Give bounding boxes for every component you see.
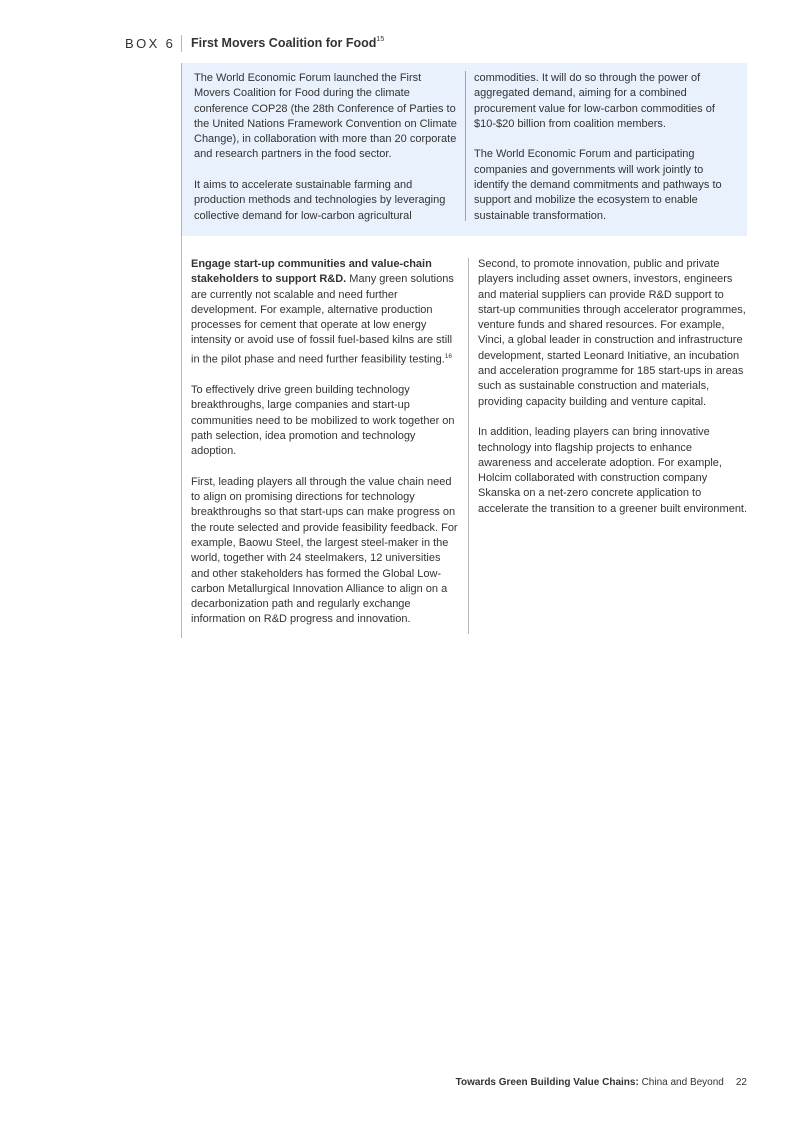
box-right-paragraph: commodities. It will do so through the power of aggregated demand, aiming for a combined procurement value for low-carbon commodities of $10-$20 billion from coalition members. (474, 72, 715, 130)
box-left-paragraph: The World Economic Forum launched the First Movers Coalition for Food during the climate conference COP28 (the 28th Conference of Parties to the United Nations Framework Convention on Climate Change), in collaboration with more than 20 corporate and research partners in the food sector. (194, 72, 457, 161)
body-left-column (191, 257, 461, 628)
body-lead-text: Many green solutions are currently not scalable and need further development. For example, alternative production processes for cement that operate at low energy intensity or avoid use of fossil fuel-based kilns are still in the pilot phase and need further feasibility testing. (191, 273, 454, 366)
box-column-divider (465, 71, 466, 221)
box-title (191, 36, 384, 50)
box-title-text: First Movers Coalition for Food (191, 36, 377, 50)
body-left-rule (181, 236, 182, 638)
box-right-paragraph: The World Economic Forum and participating companies and governments will work jointly to identify the demand commitments and pathways to support and mobilize the ecosystem to enable sustainable transformation. (474, 148, 722, 222)
footer-doc-title: Towards Green Building Value Chains: (455, 1077, 639, 1088)
body-right-column (478, 257, 748, 517)
body-right-paragraph: In addition, leading players can bring innovative technology into flagship projects to enhance awareness and accelerate adoption. For example, Holcim collaborated with construction company Skanska on a net-zero concrete application to accelerate the transition to a greener built environment. (478, 426, 748, 515)
body-right-paragraph: Second, to promote innovation, public and private players including asset owners, investors, engineers and material suppliers can provide R&D support to start-up communities through accelerator programmes, venture funds and shared resources. For example, Vinci, a global leader in construction and infrastructure development, started Leonard Initiative, an incubation and acceleration programme for 185 start-ups in areas such as sustainable construction and materials, providing capacity building and venture capital. (478, 258, 746, 408)
box-label-divider (181, 35, 182, 52)
box-left-paragraph: It aims to accelerate sustainable farming and production methods and technologies by leveraging collective demand for low-carbon agricultural (194, 179, 446, 222)
body-left-paragraph: First, leading players all through the value chain need to align on promising directions for technology breakthroughs so that start-ups can make progress on the route selected and provide feasibility feedback. For example, Baowu Steel, the largest steel-maker in the world, together with 24 steelmakers, 12 universities and other stakeholders has formed the Global Low-carbon Metallurgical Innovation Alliance to align on a decarbonization path and regularly exchange information on R&D progress and innovation. (191, 475, 458, 626)
page-number: 22 (735, 1077, 747, 1088)
body-lead-footnote: 16 (444, 352, 453, 360)
box-panel (181, 63, 747, 236)
body-lead-heading: Engage start-up communities and value-chain stakeholders to support R&D. (191, 258, 432, 286)
body-column-divider (468, 258, 469, 634)
box-label: BOX 6 (125, 36, 176, 51)
footer-doc-subtitle: China and Beyond (638, 1077, 724, 1088)
box-title-footnote: 15 (376, 35, 385, 43)
page-footer (456, 1077, 747, 1088)
box-right-column (474, 71, 736, 224)
body-lead-paragraph (191, 257, 461, 368)
body-left-paragraph: To effectively drive green building technology breakthroughs, large companies and start-up communities need to be mobilized to work together on path selection, idea promotion and technology adoption. (191, 384, 455, 458)
box-left-column (194, 71, 460, 224)
